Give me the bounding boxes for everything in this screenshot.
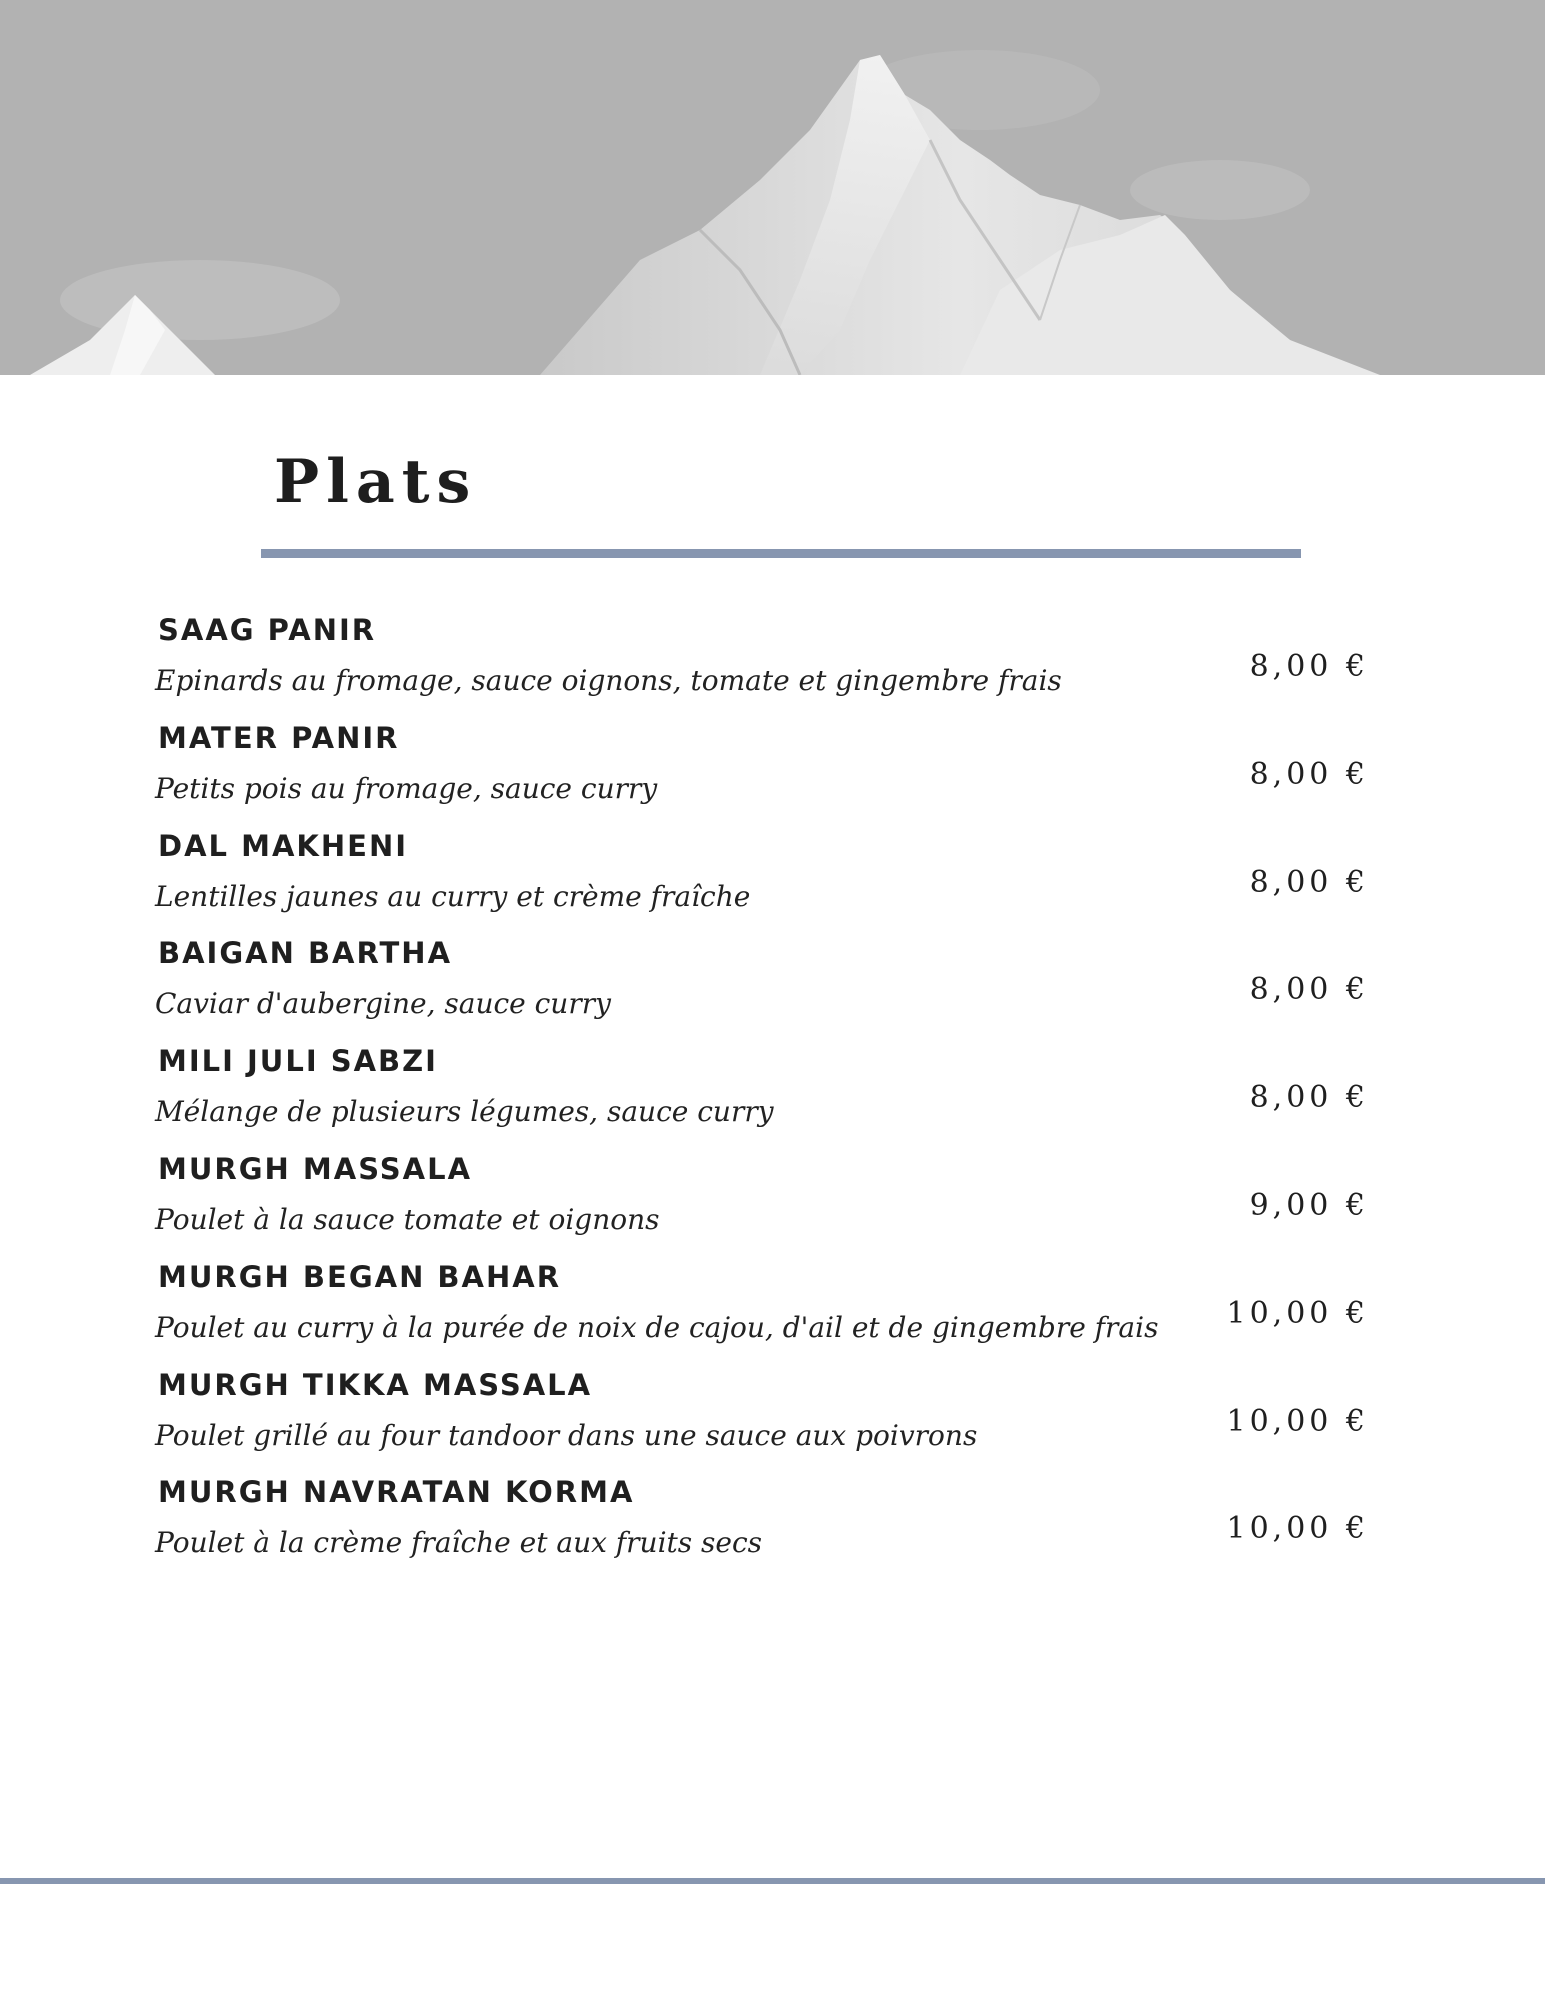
dish-description: Caviar d'aubergine, sauce curry — [155, 987, 611, 1020]
menu-item — [0, 1152, 1545, 1263]
mountain-peak-image — [0, 0, 1545, 375]
dish-name: SAAG PANIR — [158, 613, 377, 647]
page-title: Plats — [274, 447, 478, 517]
dish-price: 10,00 € — [1226, 1296, 1369, 1331]
menu-item — [0, 613, 1545, 724]
menu-item — [0, 721, 1545, 832]
dish-price: 8,00 € — [1249, 757, 1369, 792]
title-divider — [261, 549, 1301, 558]
dish-description: Poulet au curry à la purée de noix de cajou, d'ail et de gingembre frais — [155, 1311, 1159, 1344]
dish-name: BAIGAN BARTHA — [158, 936, 453, 970]
dish-price: 9,00 € — [1249, 1188, 1369, 1223]
dish-price: 8,00 € — [1249, 649, 1369, 684]
dish-description: Poulet à la sauce tomate et oignons — [155, 1203, 660, 1236]
menu-item — [0, 829, 1545, 940]
dish-price: 10,00 € — [1226, 1404, 1369, 1439]
dish-price: 8,00 € — [1249, 972, 1369, 1007]
footer-divider — [0, 1878, 1545, 1884]
dish-description: Poulet à la crème fraîche et aux fruits secs — [155, 1526, 763, 1559]
dish-name: MURGH BEGAN BAHAR — [158, 1260, 562, 1294]
menu-item — [0, 1260, 1545, 1371]
dish-name: MILI JULI SABZI — [158, 1044, 438, 1078]
dish-description: Poulet grillé au four tandoor dans une sauce aux poivrons — [155, 1419, 978, 1452]
dish-name: MURGH TIKKA MASSALA — [158, 1368, 593, 1402]
dish-price: 8,00 € — [1249, 1080, 1369, 1115]
dish-description: Epinards au fromage, sauce oignons, tomate et gingembre frais — [155, 664, 1062, 697]
menu-item — [0, 1368, 1545, 1479]
dish-price: 10,00 € — [1226, 1511, 1369, 1546]
dish-description: Petits pois au fromage, sauce curry — [155, 772, 658, 805]
dish-description: Lentilles jaunes au curry et crème fraîche — [155, 880, 751, 913]
dish-name: MURGH NAVRATAN KORMA — [158, 1475, 635, 1509]
dish-description: Mélange de plusieurs légumes, sauce curry — [155, 1095, 774, 1128]
menu-item — [0, 1475, 1545, 1586]
menu-item — [0, 936, 1545, 1047]
menu-item — [0, 1044, 1545, 1155]
dish-name: MATER PANIR — [158, 721, 400, 755]
dish-name: DAL MAKHENI — [158, 829, 409, 863]
mountain-banner — [0, 0, 1545, 375]
dish-price: 8,00 € — [1249, 865, 1369, 900]
dish-name: MURGH MASSALA — [158, 1152, 473, 1186]
